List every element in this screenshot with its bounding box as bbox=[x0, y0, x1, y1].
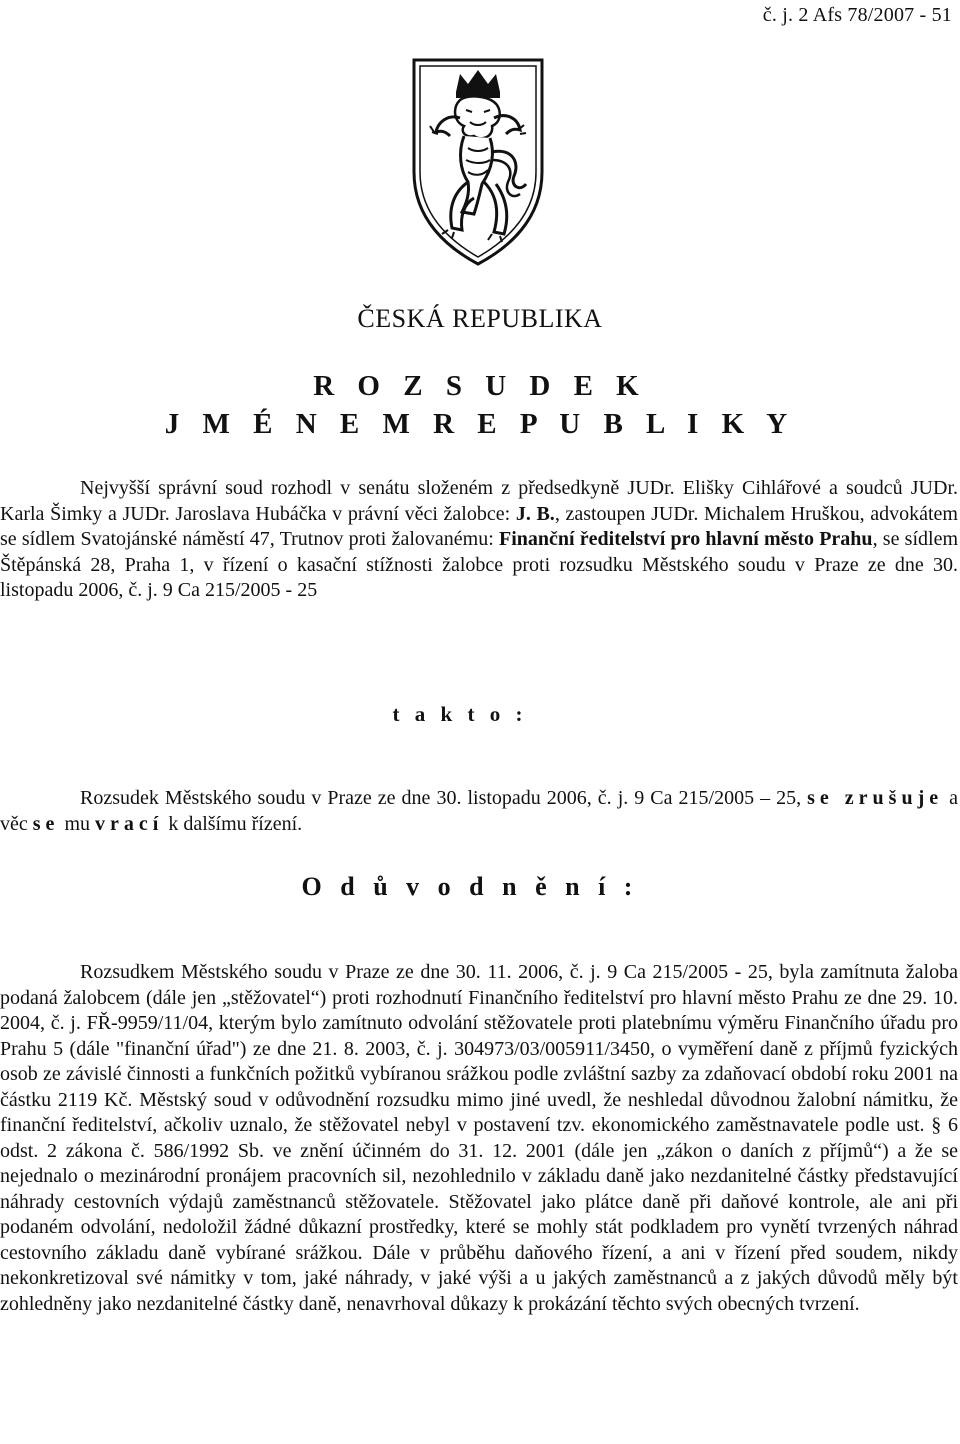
document-type: R O Z S U D E K bbox=[313, 370, 647, 402]
decision-text-1: Rozsudek Městského soudu v Praze ze dne 30. listopadu 2006, č. j. 9 Ca 215/2005 – 25, bbox=[80, 787, 808, 809]
takto-heading: t a k t o : bbox=[392, 702, 528, 726]
document-subtitle: J M É N E M R E P U B L I K Y bbox=[164, 408, 796, 440]
decision-text-3: mu bbox=[59, 812, 95, 835]
reasoning-paragraph: Rozsudkem Městského soudu v Praze ze dne 30. 11. 2006, č. j. 9 Ca 215/2005 - 25, byla zamítnuta žaloba podaná žalobcem (dále jen „stěžovatel“) proti rozhodnutí Finančního ředitelství pro hlavní město Prahu ze dne 29. 10. 2004, č. j. FŘ-9959/11/04, kterým bylo zamítnuto odvolání stěžovatele proti platebnímu výměru Finančního úřadu pro Prahu 5 (dále "finanční úřad") ze dne 21. 8. 2003, č. j. 304973/03/005911/3450, o vyměření daně z příjmů fyzických osob ze závislé činnosti a funkčních požitků vybíranou srážkou podle zvláštní sazby za zdaňovací období roku 2001 na částku 2119 Kč. Městský soud v odůvodnění rozsudku mimo jiné uvedl, že neshledal důvodnou žalobní námitku, že finanční ředitelství, ačkoliv uznalo, že stěžovatel nebyl v postavení tzv. ekonomického zaměstnavatele podle ust. § 6 odst. 2 zákona č. 586/1992 Sb. ve znění účinném do 31. 12. 2001 (dále jen „zákon o daních z příjmů“) a že se nejednalo o mezinárodní pronájem pracovních sil, nezohlednilo v základu daně jako nezdanitelné částky představující náhrady cestovních výdajů zaměstnanců stěžovatele. Stěžovatel jako plátce daně při daňové kontrole, ale ani při podaném odvolání, nedoložil žádné důkazní prostředky, které se mohly stát podkladem pro vynětí tvrzených náhrad cestovního základu daně vybírané srážkou. Dále v průběhu daňového řízení, a ani v řízení před soudem, nikdy nekonkretizoval své námitky v tom, jaké náhrady, v jaké výši a u jakých zaměstnanců a z jakých důvodů měly být zohledněny jako nezdanitelné částky daně, nenavrhoval důkazy k prokázání těchto svých obecných tvrzení. bbox=[0, 961, 958, 1315]
decision-text-2: a věc bbox=[0, 787, 958, 835]
decision-text-4: k dalšímu řízení. bbox=[163, 812, 303, 835]
czech-lion-coat-of-arms-icon bbox=[408, 52, 548, 268]
intro-text-1: Nejvyšší správní soud rozhodl v senátu složeném z předsedkyně JUDr. Elišky Cihlářové a soudců JUDr. Karla Šimky a JUDr. Jaroslava Hubáčka v právní věci žalobce: bbox=[0, 477, 958, 525]
intro-text-2: , zastoupen JUDr. Michalem Hruškou, advokátem se sídlem Svatojánské náměstí 47, Trutnov proti žalovanému: bbox=[0, 502, 958, 550]
plaintiff-name: J. B. bbox=[515, 502, 555, 525]
reasoning-heading: O d ů v o d n ě n í : bbox=[301, 872, 639, 901]
defendant-name: Finanční ředitelství pro hlavní město Prahu bbox=[499, 528, 873, 550]
decision-se: se bbox=[32, 812, 60, 835]
case-number: č. j. 2 Afs 78/2007 - 51 bbox=[762, 4, 952, 26]
decision-paragraph bbox=[0, 786, 958, 837]
decision-annul: se zrušuje bbox=[807, 787, 944, 809]
intro-paragraph bbox=[0, 476, 958, 604]
intro-text-3: , se sídlem Štěpánská 28, Praha 1, v řízení o kasační stížnosti žalobce proti rozsudku Městského soudu v Praze ze dne 30. listopadu 2006, č. j. 9 Ca 215/2005 - 25 bbox=[0, 528, 959, 601]
state-name: ČESKÁ REPUBLIKA bbox=[357, 304, 603, 333]
decision-return: vrací bbox=[95, 812, 164, 835]
